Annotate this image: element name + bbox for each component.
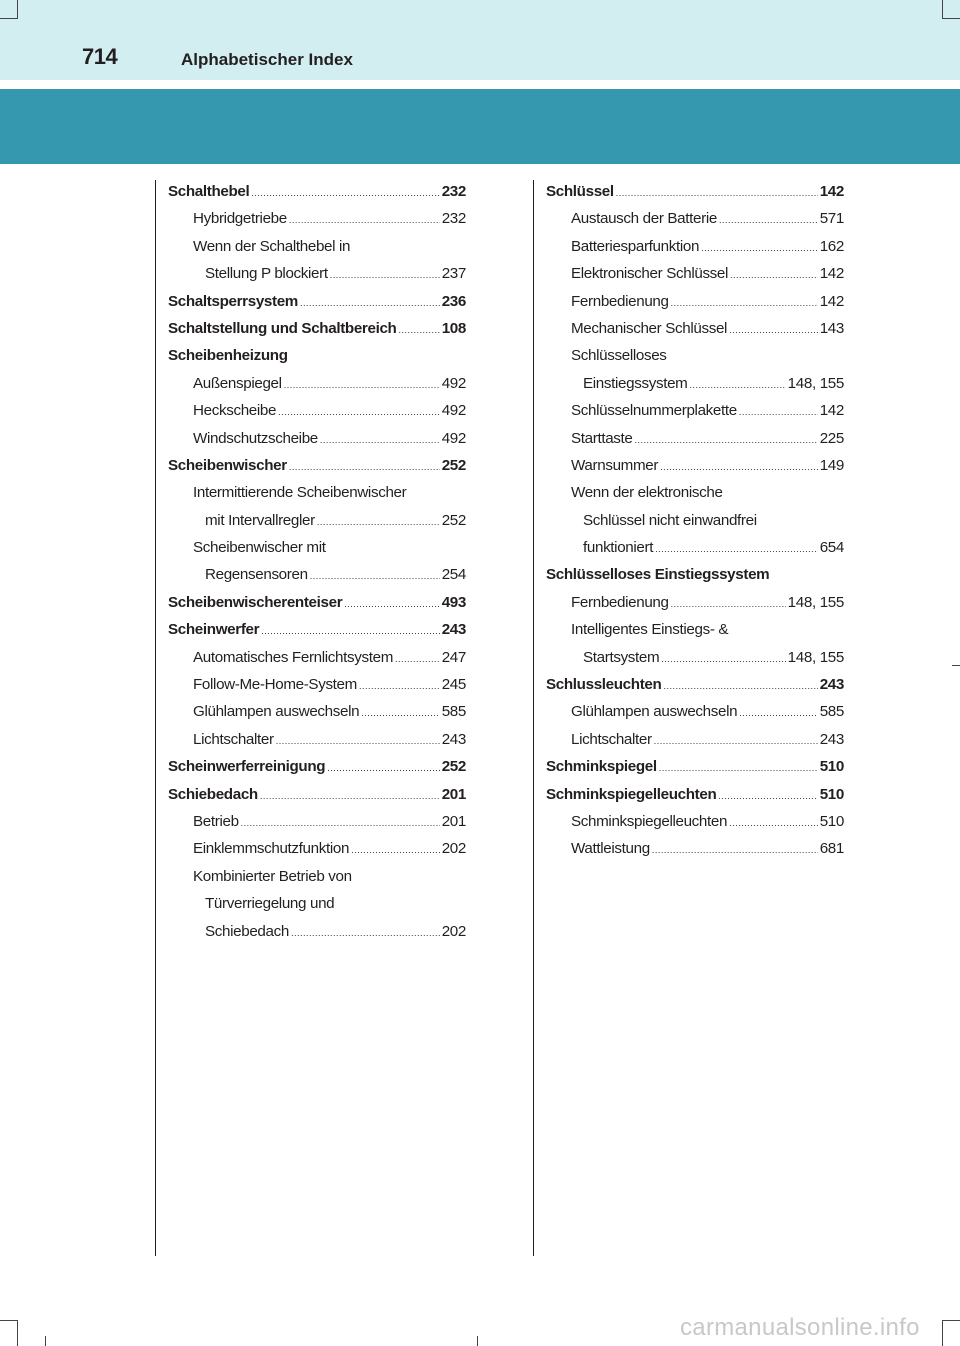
page-reference[interactable]: 510 (819, 758, 844, 776)
index-term: Schlüssel nicht einwandfrei (583, 511, 757, 529)
index-entry (168, 507, 466, 534)
crop-mark (952, 665, 960, 666)
dot-leader (260, 783, 440, 810)
dot-leader (330, 262, 440, 289)
index-term: Fernbedienung (571, 593, 669, 611)
dot-leader (616, 180, 818, 207)
page-reference[interactable]: 243 (819, 730, 844, 748)
index-term: Schlüsselnummerplakette (571, 402, 737, 420)
dot-leader (729, 317, 818, 344)
page-reference[interactable]: 492 (441, 429, 466, 447)
left-column-rule (155, 180, 156, 1256)
index-term: Glühlampen auswechseln (571, 703, 738, 721)
dot-leader (718, 783, 817, 810)
index-entry (546, 616, 844, 643)
page-reference[interactable]: 108 (441, 319, 466, 337)
index-term: Fernbedienung (571, 292, 669, 310)
index-entry (168, 616, 466, 643)
crop-mark (942, 1320, 960, 1321)
index-column-right (546, 178, 844, 863)
index-term: Schalthebel (168, 183, 250, 200)
index-term: Batteriesparfunktion (571, 237, 700, 255)
index-term: Starttaste (571, 429, 633, 447)
index-entry (546, 644, 844, 671)
page-reference[interactable]: 236 (441, 292, 466, 310)
index-term: Schlüssel (546, 183, 614, 200)
crop-mark (942, 1320, 943, 1346)
index-term: Schlussleuchten (546, 676, 662, 694)
index-entry (546, 589, 844, 616)
page-reference[interactable]: 243 (441, 730, 466, 748)
index-entry (168, 918, 466, 945)
header-color-band (0, 89, 960, 164)
index-entry (546, 425, 844, 452)
header-background (0, 0, 960, 80)
index-term: Lichtschalter (571, 730, 652, 748)
dot-leader (320, 427, 440, 454)
dot-leader (284, 372, 440, 399)
page-reference[interactable]: 148, 155 (787, 593, 844, 611)
dot-leader (663, 673, 817, 700)
dot-leader (317, 509, 440, 536)
index-entry (168, 479, 466, 506)
page-reference[interactable]: 232 (441, 183, 466, 200)
dot-leader (359, 673, 440, 700)
index-entry (168, 233, 466, 260)
dot-leader (661, 646, 785, 673)
dot-leader (652, 837, 818, 864)
page-reference[interactable]: 148, 155 (787, 648, 844, 666)
index-entry (168, 644, 466, 671)
index-term: Wenn der Schalthebel in (193, 237, 351, 255)
page-reference[interactable]: 254 (441, 566, 466, 584)
page-reference[interactable]: 492 (441, 402, 466, 420)
page-reference[interactable]: 201 (441, 812, 466, 830)
index-term: Schiebedach (168, 785, 258, 803)
index-term: Wattleistung (571, 840, 650, 858)
index-entry (546, 698, 844, 725)
crop-mark (942, 18, 960, 19)
index-entry (546, 342, 844, 369)
page-reference[interactable]: 237 (441, 265, 466, 283)
index-term: Austausch der Batterie (571, 210, 717, 228)
index-entry (546, 178, 844, 205)
index-term: Warnsummer (571, 456, 659, 474)
dot-leader (398, 317, 439, 344)
index-entry (546, 370, 844, 397)
index-entry (546, 397, 844, 424)
index-term: Stellung P blockiert (205, 265, 328, 283)
dot-leader (729, 810, 818, 837)
index-entry (546, 671, 844, 698)
index-entry (546, 835, 844, 862)
page-reference[interactable]: 202 (441, 922, 466, 940)
index-entry (168, 178, 466, 205)
index-entry (546, 507, 844, 534)
index-term: Lichtschalter (193, 730, 274, 748)
page-reference[interactable]: 252 (441, 758, 466, 776)
page-reference[interactable]: 142 (819, 402, 844, 420)
crop-mark (17, 0, 18, 18)
page-reference[interactable]: 148, 155 (787, 374, 844, 392)
dot-leader (395, 646, 440, 673)
watermark: carmanualsonline.info (680, 1314, 920, 1341)
page-reference[interactable]: 492 (441, 374, 466, 392)
index-entry (546, 753, 844, 780)
index-term: Einklemmschutzfunktion (193, 840, 350, 858)
page-reference[interactable]: 201 (441, 785, 466, 803)
page-reference[interactable]: 243 (819, 676, 844, 694)
crop-mark (0, 1320, 18, 1321)
dot-leader (241, 810, 440, 837)
index-entry (546, 726, 844, 753)
index-term: Schlüsselloses (571, 347, 667, 365)
dot-leader (261, 618, 440, 645)
dot-leader (719, 207, 818, 234)
dot-leader (655, 536, 818, 563)
index-entry (546, 561, 844, 588)
index-term: Wenn der elektronische (571, 484, 723, 502)
index-term: Schaltsperrsystem (168, 292, 298, 310)
index-term: Windschutzscheibe (193, 429, 318, 447)
dot-leader (361, 700, 439, 727)
index-term: Regensensoren (205, 566, 308, 584)
index-entry (168, 534, 466, 561)
index-entry (168, 260, 466, 287)
crop-mark (17, 1320, 18, 1346)
page-reference[interactable]: 149 (819, 456, 844, 474)
dot-leader (276, 728, 440, 755)
index-entry (168, 589, 466, 616)
page-reference[interactable]: 243 (441, 621, 466, 639)
page-number: 714 (82, 44, 118, 69)
page-reference[interactable]: 510 (819, 785, 844, 803)
index-entry (168, 397, 466, 424)
index-term: Betrieb (193, 812, 239, 830)
index-term: Schaltstellung und Schaltbereich (168, 319, 397, 337)
page-reference[interactable]: 142 (819, 292, 844, 310)
index-term: Einstiegssystem (583, 374, 688, 392)
index-term: Follow-Me-Home-System (193, 676, 357, 694)
index-entry (168, 808, 466, 835)
page-reference[interactable]: 252 (441, 456, 466, 474)
index-entry (546, 205, 844, 232)
index-term: mit Intervallregler (205, 511, 315, 529)
index-entry (168, 288, 466, 315)
crop-mark (0, 18, 18, 19)
section-title: Alphabetischer Index (181, 50, 353, 69)
dot-leader (278, 399, 440, 426)
dot-leader (635, 427, 818, 454)
crop-mark (942, 0, 943, 18)
page-reference[interactable]: 571 (819, 210, 844, 228)
index-term: Automatisches Fernlichtsystem (193, 648, 394, 666)
index-term: Schminkspiegel (546, 758, 657, 776)
index-term: Intelligentes Einstiegs- & (571, 621, 729, 639)
dot-leader (310, 563, 440, 590)
dot-leader (291, 920, 440, 947)
index-entry (546, 479, 844, 506)
index-term: funktioniert (583, 539, 654, 557)
index-entry (546, 534, 844, 561)
index-entry (168, 726, 466, 753)
dot-leader (300, 290, 440, 317)
page-reference[interactable]: 585 (819, 703, 844, 721)
index-term: Schminkspiegelleuchten (571, 812, 728, 830)
dot-leader (289, 454, 440, 481)
index-entry (168, 425, 466, 452)
dot-leader (351, 837, 440, 864)
page-reference[interactable]: 225 (819, 429, 844, 447)
page-reference[interactable]: 247 (441, 648, 466, 666)
index-term: Elektronischer Schlüssel (571, 265, 729, 283)
crop-mark (477, 1336, 478, 1346)
page-reference[interactable]: 493 (441, 593, 466, 611)
index-entry (168, 342, 466, 369)
index-entry (168, 753, 466, 780)
index-entry (168, 835, 466, 862)
page-reference[interactable]: 681 (819, 840, 844, 858)
index-entry (168, 561, 466, 588)
index-term: Schminkspiegelleuchten (546, 785, 717, 803)
dot-leader (671, 591, 786, 618)
index-entry (168, 781, 466, 808)
index-term: Kombinierter Betrieb von (193, 867, 352, 885)
dot-leader (659, 755, 818, 782)
index-entry (546, 233, 844, 260)
crop-mark (45, 1336, 46, 1346)
dot-leader (251, 180, 439, 207)
page-reference[interactable]: 143 (819, 319, 844, 337)
index-term: Scheibenheizung (168, 347, 288, 365)
index-entry (168, 315, 466, 342)
index-entry (546, 808, 844, 835)
page-reference[interactable]: 252 (441, 511, 466, 529)
page-reference[interactable]: 142 (819, 265, 844, 283)
dot-leader (660, 454, 818, 481)
index-entry (168, 452, 466, 479)
page-reference[interactable]: 232 (441, 210, 466, 228)
index-term: Scheibenwischerenteiser (168, 593, 343, 611)
index-entry (168, 863, 466, 890)
dot-leader (327, 755, 439, 782)
page-reference[interactable]: 142 (819, 183, 844, 200)
index-entry (168, 370, 466, 397)
index-entry (546, 315, 844, 342)
index-entry (546, 288, 844, 315)
index-term: Scheinwerfer (168, 621, 260, 639)
dot-leader (701, 235, 818, 262)
index-term: Glühlampen auswechseln (193, 703, 360, 721)
dot-leader (289, 207, 440, 234)
index-term: Intermittierende Scheibenwischer (193, 484, 407, 502)
index-entry (168, 698, 466, 725)
dot-leader (739, 399, 818, 426)
index-column-left (168, 178, 466, 945)
index-term: Türverriegelung und (205, 895, 335, 913)
index-term: Hybridgetriebe (193, 210, 287, 228)
page-reference[interactable]: 202 (441, 840, 466, 858)
page-reference[interactable]: 654 (819, 539, 844, 557)
dot-leader (654, 728, 818, 755)
page-reference[interactable]: 510 (819, 812, 844, 830)
index-term: Mechanischer Schlüssel (571, 319, 728, 337)
index-term: Scheibenwischer (168, 456, 287, 474)
dot-leader (739, 700, 817, 727)
dot-leader (689, 372, 785, 399)
dot-leader (730, 262, 818, 289)
index-term: Scheibenwischer mit (193, 539, 326, 557)
index-term: Startsystem (583, 648, 660, 666)
page-reference[interactable]: 245 (441, 676, 466, 694)
index-entry (546, 452, 844, 479)
index-term: Heckscheibe (193, 402, 277, 420)
right-column-rule (533, 180, 534, 1256)
index-term: Schlüsselloses Einstiegssystem (546, 566, 770, 584)
dot-leader (671, 290, 818, 317)
page-reference[interactable]: 585 (441, 703, 466, 721)
index-entry (546, 781, 844, 808)
index-term: Schiebedach (205, 922, 289, 940)
index-entry (168, 890, 466, 917)
index-term: Außenspiegel (193, 374, 282, 392)
index-entry (168, 205, 466, 232)
index-entry (168, 671, 466, 698)
dot-leader (344, 591, 439, 618)
index-term: Scheinwerferreinigung (168, 758, 326, 776)
index-entry (546, 260, 844, 287)
page-reference[interactable]: 162 (819, 237, 844, 255)
